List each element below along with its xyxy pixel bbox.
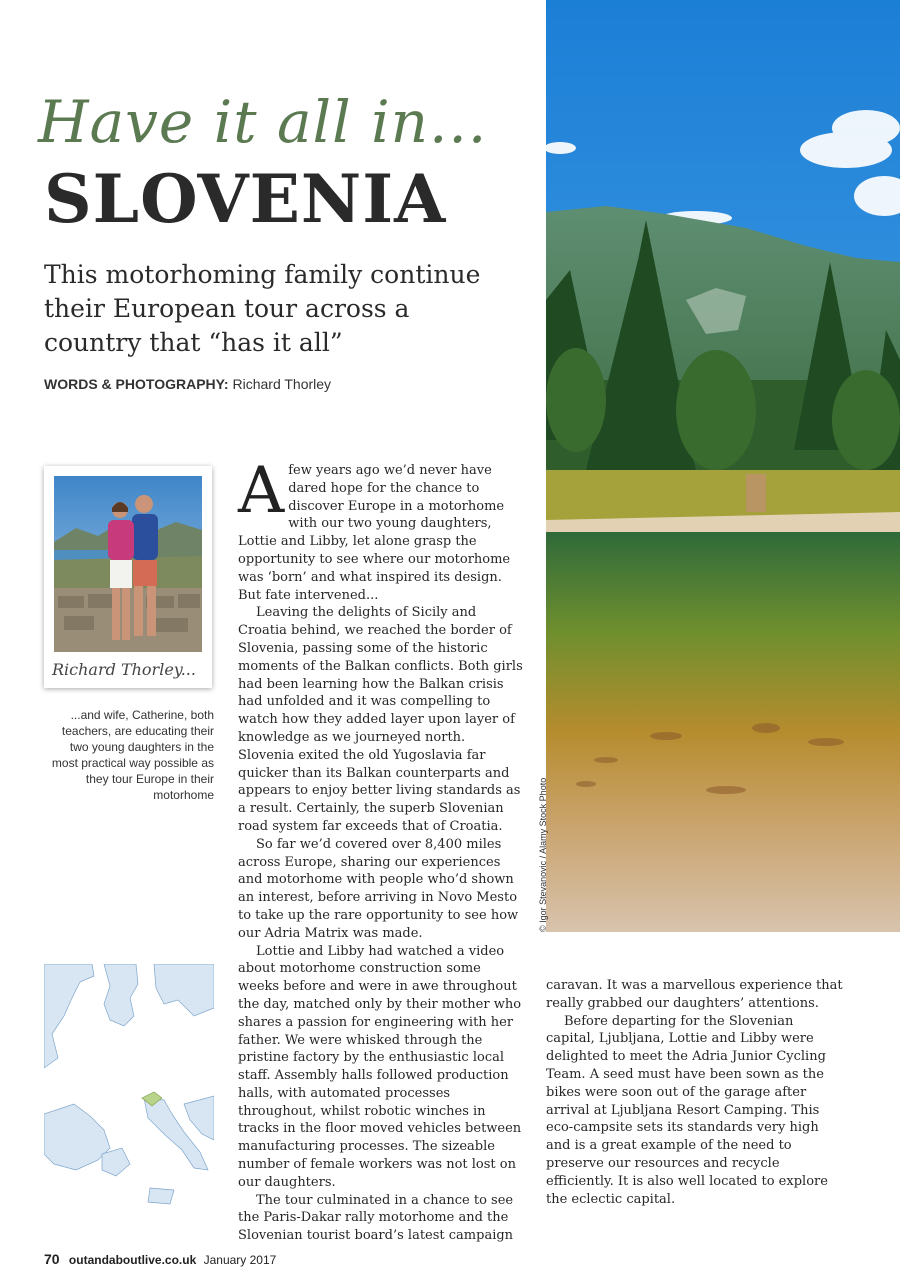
standfirst: This motorhoming family continue their European tour across a country that “has it all” [44,260,481,357]
photo-credit: © Igor Stevanovic / Alamy Stock Photo [538,777,548,932]
byline-label: WORDS & PHOTOGRAPHY: [44,376,229,392]
lake-bohinj-photo [546,0,900,932]
body-paragraph: So far we’d covered over 8,400 miles across Europe, sharing our experiences and motorhome with people who’d shown an interest, before arriving in Novo Mesto to take up the rare opportunity to see how our Adria Matrix was made. [238,836,519,941]
page-footer [44,1251,276,1267]
byline-name: Richard Thorley [232,376,332,392]
author-signature: Richard Thorley... [52,660,196,679]
body-paragraph: caravan. It was a marvellous experience that really grabbed our daughters’ attentions. [546,978,843,1011]
author-caption: ...and wife, Catherine, both teachers, are educating their two young daughters in the most practical way possible as they tour Europe in their motorhome [51,708,214,802]
headline: SLOVENIA [44,160,447,238]
byline [44,376,331,392]
author-photo [54,476,202,652]
issue-date: January 2017 [203,1253,277,1267]
website-link[interactable]: outandaboutlive.co.uk [68,1253,197,1267]
body-column-2 [546,977,846,1208]
kicker-script-title: Have it all in... [38,88,488,156]
body-paragraph: The tour culminated in a chance to see the Paris-Dakar rally motorhome and the Slovenian tourist board’s latest campaign [238,1192,514,1244]
body-paragraph: Leaving the delights of Sicily and Croatia behind, we reached the border of Slovenia, passing some of the historic moments of the Balkan conflicts. Both girls had been learning how the Balkan crisis had unfolded and it was compelling to watch how they added layer upon layer of knowledge as we journeyed north. Slovenia exited the old Yugoslavia far quicker than its Balkan counterparts and appears to enjoy better living standards as a result. Certainly, the superb Slovenian road system far exceeds that of Croatia. [238,605,523,834]
paragraph-text: few years ago we’d never have dared hope for the chance to discover Europe in a motorhome with our two young daughters, Lottie and Libby, let alone grasp the opportunity to see where our motorhome was ‘born’ and what inspired its design. But fate intervened... [238,463,511,603]
body-paragraph: Lottie and Libby had watched a video about motorhome construction some weeks before and were in awe throughout the day, matched only by their mother who shares a passion for engineering with her father. We were whisked through the pristine factory by the enthusiastic local staff. Assembly halls followed production halls, with automated processes throughout, whilst robotic winches in tracks in the floor moved vehicles between manufacturing processes. The sizeable number of female workers was not lost on our daughters. [238,943,522,1190]
body-paragraph [238,454,524,604]
author-photo-frame [44,466,212,688]
body-column-1 [238,454,524,1245]
drop-cap: A [238,454,285,528]
body-paragraph: Before departing for the Slovenian capital, Ljubljana, Lottie and Libby were delighted to meet the Adria Junior Cycling Team. A seed must have been sown as the bikes were soon out of the garage after arrival at Ljubljana Resort Camping. This eco-campsite sets its standards very high and is a great example of the need to preserve our resources and recycle efficiently. It is also well located to explore the eclectic capital. [546,1013,828,1207]
page-number: 70 [44,1251,60,1267]
locator-map [44,964,214,1206]
